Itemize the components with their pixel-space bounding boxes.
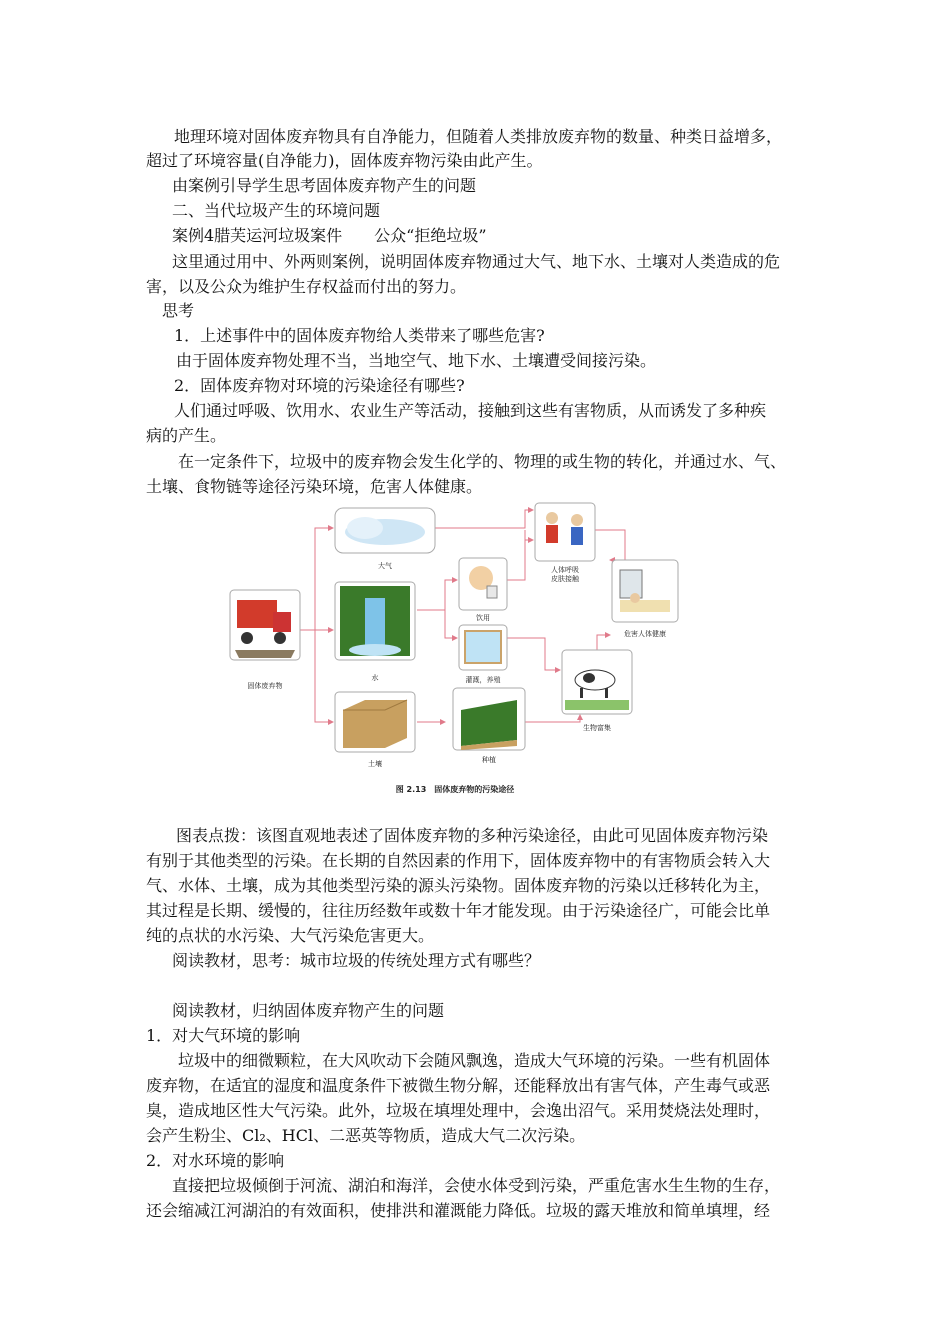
label-bioaccumulation: 生物富集 [583,724,611,732]
pollution-pathway-figure [225,500,685,800]
label-air: 大气 [378,562,392,570]
text-line: 图表点拨：该图直观地表述了固体废弃物的多种污染途径，由此可见固体废弃物污染 [176,826,769,845]
waterfall-water-icon [335,582,415,660]
text-line: 垃圾中的细微颗粒，在大风吹动下会随风飘逸，造成大气环境的污染。一些有机固体 [178,1051,771,1070]
text-line: 超过了环境容量(自净能力)，固体废弃物污染由此产生。 [146,151,543,170]
label-breathing-1: 人体呼吸 [551,566,579,574]
text-line: 由于固体废弃物处理不当，当地空气、地下水、土壤遭受间接污染。 [176,351,657,370]
label-irrigation: 灌溉，养殖 [465,676,501,684]
soil-block-icon [335,692,415,752]
text-line: 地理环境对固体废弃物具有自净能力，但随着人类排放废弃物的数量、种类日益增多， [174,127,783,146]
text-line: 其过程是长期、缓慢的，往往历经数年或数十年才能发现。由于污染途径广，可能会比单 [146,901,771,920]
people-breathing-icon [535,503,595,561]
label-planting: 种植 [482,756,496,764]
label-source: 固体废弃物 [247,682,283,690]
cloud-air-icon [335,508,435,553]
crops-planting-icon [453,688,525,750]
text-line: 臭，造成地区性大气污染。此外，垃圾在填埋处理中，会逸出沼气。采用焚烧法处理时， [146,1101,771,1120]
garbage-truck-icon [230,590,300,660]
label-health: 危害人体健康 [624,630,666,638]
text-line: 还会缩减江河湖泊的有效面积，使排洪和灌溉能力降低。垃圾的露天堆放和简单填埋，经 [146,1201,771,1220]
text-line: 这里通过用中、外两则案例，说明固体废弃物通过大气、地下水、土壤对人类造成的危 [172,252,781,271]
text-line: 土壤、食物链等途径污染环境，危害人体健康。 [146,477,483,496]
section-heading: 二、当代垃圾产生的环境问题 [172,201,381,220]
section-heading: 2．对水环境的影响 [146,1151,285,1170]
person-drinking-icon [459,558,507,610]
section-heading: 1．对大气环境的影响 [146,1026,301,1045]
text-line: 有别于其他类型的污染。在长期的自然因素的作用下，固体废弃物中的有害物质会转入大 [146,851,771,870]
question-line: 2．固体废弃物对环境的污染途径有哪些? [174,376,465,395]
text-line: 病的产生。 [146,426,227,445]
text-line: 思考 [162,301,195,320]
label-drinking: 饮用 [476,614,490,622]
text-line: 废弃物，在适宜的湿度和温度条件下被微生物分解，还能释放出有害气体，产生毒气或恶 [146,1076,771,1095]
text-line: 在一定条件下，垃圾中的废弃物会发生化学的、物理的或生物的转化，并通过水、气、 [178,452,787,471]
text-line: 纯的点状的水污染、大气污染危害更大。 [146,926,435,945]
text-line: 阅读教材，归纳固体废弃物产生的问题 [172,1001,445,1020]
sick-person-icon [612,560,678,622]
text-line: 直接把垃圾倾倒于河流、湖泊和海洋，会使水体受到污染，严重危害水生生物的生存， [172,1176,781,1195]
cow-bioaccumulation-icon [562,650,632,714]
label-water: 水 [371,674,379,682]
text-line: 人们通过呼吸、饮用水、农业生产等活动，接触到这些有害物质，从而诱发了多种疾 [174,401,767,420]
text-line: 阅读教材，思考：城市垃圾的传统处理方式有哪些？ [172,951,541,970]
text-line: 会产生粉尘、Cl₂、HCl、二恶英等物质，造成大气二次污染。 [146,1126,586,1145]
label-soil: 土壤 [368,760,382,768]
text-line: 由案例引导学生思考固体废弃物产生的问题 [172,176,477,195]
label-breathing-2: 皮肤接触 [551,575,579,583]
question-line: 1．上述事件中的固体废弃物给人类带来了哪些危害? [174,326,545,345]
text-line: 气、水体、土壤，成为其他类型污染的源头污染物。固体废弃物的污染以迁移转化为主， [146,876,771,895]
text-line: 案例4腊芙运河垃圾案件 公众“拒绝垃圾” [172,226,487,245]
figure-caption: 图 2.13 固体废弃物的污染途径 [395,785,515,794]
text-line: 害，以及公众为维护生存权益而付出的努力。 [146,277,467,296]
pond-irrigation-icon [459,625,507,670]
